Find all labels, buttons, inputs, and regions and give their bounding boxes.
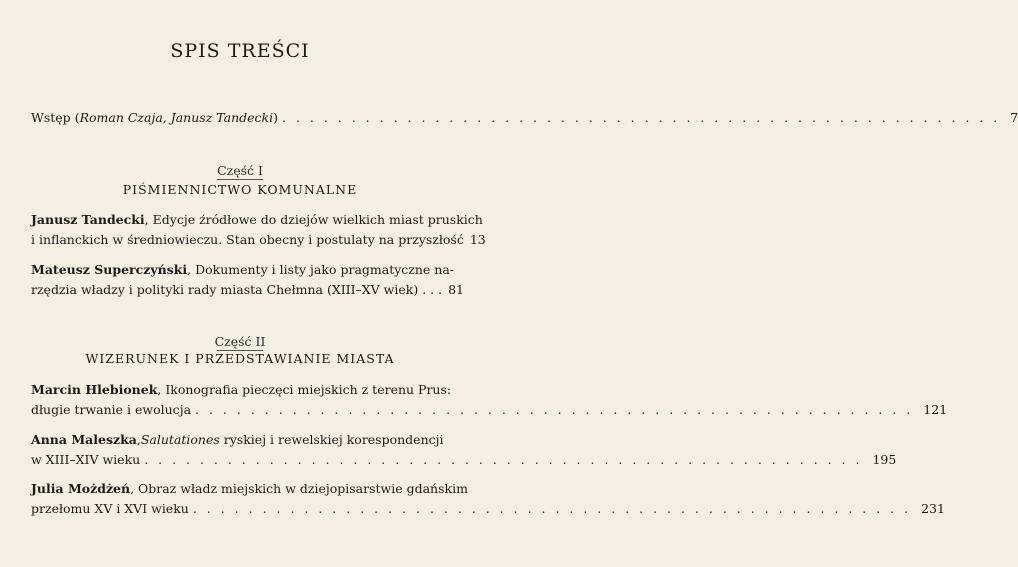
entry-title-italic: Salutationes (140, 432, 220, 447)
page-number: 7 (1010, 110, 1018, 125)
page-number: 231 (921, 501, 945, 516)
entry-title-line2: rzędzia władzy i polityki rady miasta Chełmna (XIII–XV wiek) . . . (31, 282, 443, 297)
toc-entry[interactable] (31, 380, 948, 420)
intro-close-paren: ) (273, 110, 278, 125)
dot-leader (189, 499, 915, 519)
page-number: 81 (448, 282, 464, 297)
dot-leader (278, 108, 1004, 128)
entry-title-line1: , Edycje źródłowe do dziejów wielkich miast pruskich (144, 212, 483, 227)
part-label-text: Część II (214, 334, 266, 349)
toc-entry[interactable] (31, 479, 945, 519)
part-label (0, 163, 480, 180)
entry-title-line2: w XIII–XIV wieku (31, 452, 141, 467)
part-title: WIZERUNEK I PRZEDSTAWIANIE MIASTA (85, 351, 395, 366)
page-title: SPIS TREŚCI (170, 40, 310, 62)
dot-leader (140, 450, 866, 470)
part-label (0, 334, 480, 351)
entry-author: Julia Możdżeń (31, 481, 131, 496)
entry-title-line1: , Obraz władz miejskich w dziejopisarstwie gdańskim (130, 481, 468, 496)
entry-title-line1: , Ikonografia pieczęci miejskich z terenu Prus: (157, 382, 452, 397)
intro-editors: Roman Czaja, Janusz Tandecki (79, 110, 274, 125)
toc-entry[interactable] (31, 430, 897, 470)
part-label-text: Część I (217, 163, 263, 178)
entry-author: Anna Maleszka (31, 432, 137, 447)
entry-author: Mateusz Superczyński (31, 262, 188, 277)
entry-author: Marcin Hlebionek (31, 382, 158, 397)
page-number: 13 (469, 232, 486, 247)
part-title: PIŚMIENNICTWO KOMUNALNE (122, 182, 358, 197)
entry-author: Janusz Tandecki (31, 212, 145, 227)
entry-title-line1: ryskiej i rewelskiej korespondencji (219, 432, 444, 447)
intro-label: Wstęp (31, 110, 71, 125)
part-divider (217, 179, 263, 180)
dot-leader (191, 400, 917, 420)
entry-title-sep: , (136, 432, 141, 447)
entry-title-line2: długie trwanie i ewolucja (31, 402, 192, 417)
entry-title-line1: , Dokumenty i listy jako pragmatyczne na- (187, 262, 455, 277)
intro-open-paren: ( (74, 110, 80, 125)
toc-entry[interactable] (31, 260, 464, 300)
toc-entry-intro[interactable] (31, 108, 1018, 128)
entry-title-line2: przełomu XV i XVI wieku (31, 501, 189, 516)
entry-title-line2: i inflanckich w średniowieczu. Stan obecny i postulaty na przyszłość (31, 232, 464, 247)
page-number: 121 (923, 402, 948, 417)
page-number: 195 (872, 452, 897, 467)
toc-entry[interactable] (31, 210, 486, 250)
